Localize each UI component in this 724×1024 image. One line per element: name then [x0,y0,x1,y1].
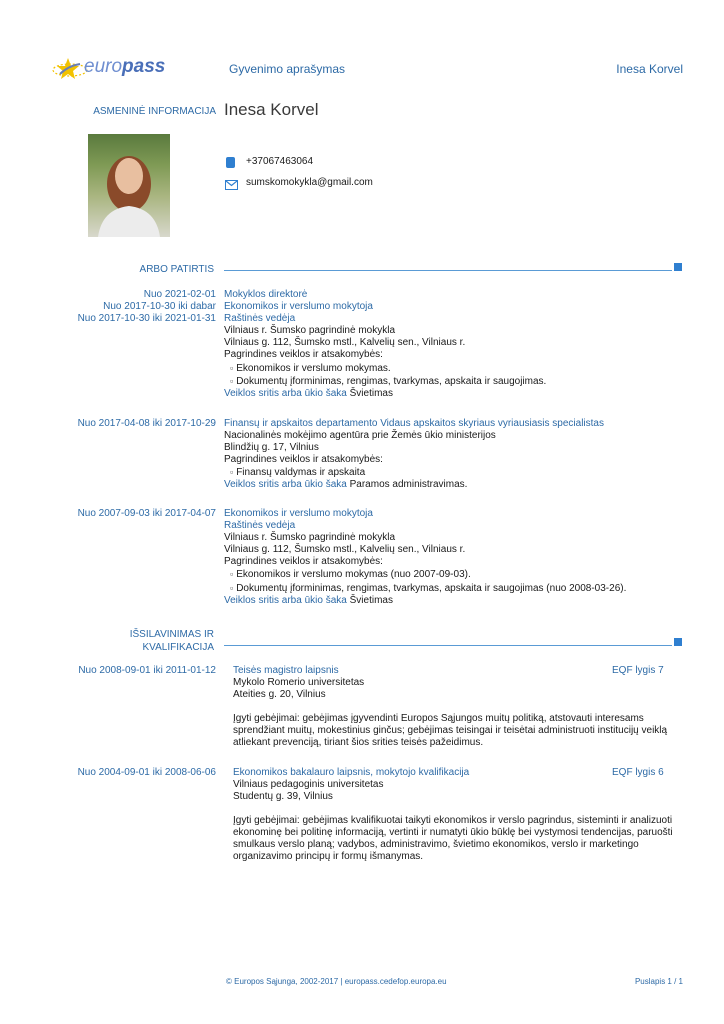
responsibility-item: ▫ Finansų valdymas ir apskaita [224,466,684,479]
europass-logo [50,52,166,86]
job-title: Ekonomikos ir verslumo mokytoja [224,508,373,519]
employer: Vilniaus r. Šumsko pagrindinė mokykla [224,532,396,544]
sector-label: Veiklos sritis arba ūkio šaka [224,479,347,491]
job-title: Finansų ir apskaitos departamento Vidaus apskaitos skyriaus vyriausiasis specialistas [224,418,604,429]
email-address: sumskomokykla@gmail.com [246,177,373,188]
responsibility-item: ▫ Ekonomikos ir verslumo mokymas. [224,362,684,375]
education-dates: Nuo 2004-09-01 iki 2008-06-06 [77,767,216,778]
work-entry [224,418,684,492]
education-section-label: IŠSILAVINIMAS IR KVALIFIKACIJA [129,629,214,653]
sector-row [224,479,684,491]
phone-icon [226,157,235,168]
work-entry [224,289,684,400]
footer-page-number: Puslapis 1 / 1 [634,977,683,986]
responsibilities-heading: Pagrindines veiklos ir atsakomybės: [224,349,383,361]
sector-label: Veiklos sritis arba ūkio šaka [224,594,347,606]
eqf-level: EQF lygis 7 [612,665,664,676]
employer: Vilniaus r. Šumsko pagrindinė mokykla [224,325,396,337]
skills-description: Įgyti gebėjimai: gebėjimas įgyvendinti Europos Sąjungos muitų politiką, atstovauti interesams sprendžiant muitų, mokestinius ginčus; gebėjimas teisingai ir teisėtai administruoti institucijų veiklą atliekant prevenciją, tiriant šios srities teisės pažeidimus. [233,713,668,748]
job-title: Ekonomikos ir verslumo mokytoja [224,301,373,313]
institution-address: Ateities g. 20, Vilnius [233,689,326,700]
education-entry [233,767,683,863]
institution: Mykolo Romerio universitetas [233,677,365,688]
phone-number: +37067463064 [246,156,314,167]
skills-description: Įgyti gebėjimai: gebėjimas kvalifikuotai taikyti ekonomikos ir verslo pagrindus, sisteminti ir analizuoti ekonominę bei politinę informaciją, vertinti ir numatyti ūkio būklę bei vystymosi tendencijas, paruošti smulkaus verslo planą; vadybos, administravimo, švietimo ekonomikos, verslo ir marketingo organizavimo principų ir formų išmanymas. [233,815,673,862]
education-entry [233,665,683,749]
work-entry-dates: Nuo 2017-04-08 iki 2017-10-29 [77,418,216,429]
section-marker [674,263,682,271]
job-title: Raštinės vedėja [224,313,296,325]
job-title: Raštinės vedėja [224,520,296,532]
work-entry-dates: Nuo 2021-02-01 Nuo 2017-10-30 iki dabar Nuo 2017-10-30 iki 2021-01-31 [77,289,216,325]
employer: Nacionalinės mokėjimo agentūra prie Žemės ūkio ministerijos [224,430,496,442]
eqf-level: EQF lygis 6 [612,767,664,778]
job-title: Mokyklos direktorė [224,289,308,300]
section-marker [674,638,682,646]
sector-row [224,595,684,607]
sector-value: Švietimas [349,387,393,399]
responsibilities-heading: Pagrindines veiklos ir atsakomybės: [224,556,383,568]
degree-title: Ekonomikos bakalauro laipsnis, mokytojo kvalifikacija [233,767,470,778]
sector-value: Paramos administravimas. [346,479,468,491]
work-entry-dates: Nuo 2007-09-03 iki 2017-04-07 [77,508,216,519]
degree-title: Teisės magistro laipsnis [233,665,339,676]
institution: Vilniaus pedagoginis universitetas [233,779,384,790]
email-icon [225,180,238,190]
work-entry [224,508,684,607]
section-divider [224,645,672,646]
responsibility-item: ▫ Dokumentų įforminimas, rengimas, tvarkymas, apskaita ir saugojimas. [224,375,684,388]
section-divider [224,270,672,271]
employer-address: Vilniaus g. 112, Šumsko mstl., Kalvelių sen., Vilniaus r. [224,544,466,556]
profile-photo [88,134,170,237]
logo-text-bold: pass [122,56,166,77]
responsibilities-heading: Pagrindines veiklos ir atsakomybės: [224,454,383,466]
personal-section-label: ASMENINĖ INFORMACIJA [93,106,216,117]
person-name: Inesa Korvel [224,100,319,119]
document-title: Gyvenimo aprašymas [229,62,346,76]
footer-copyright: © Europos Sąjunga, 2002-2017 | europass.cedefop.europa.eu [226,977,447,986]
header-name: Inesa Korvel [616,62,683,76]
institution-address: Studentų g. 39, Vilnius [233,791,333,802]
responsibility-item: ▫ Dokumentų įforminimas, rengimas, tvarkymas, apskaita ir saugojimas (nuo 2008-03-26). [224,582,684,595]
work-section-label: ARBO PATIRTIS [139,264,214,275]
sector-label: Veiklos sritis arba ūkio šaka [224,387,347,399]
sector-value: Švietimas [349,594,393,606]
employer-address: Vilniaus g. 112, Šumsko mstl., Kalvelių sen., Vilniaus r. [224,337,466,349]
logo-text-light: euro [84,56,123,77]
sector-row [224,388,684,400]
responsibility-item: ▫ Ekonomikos ir verslumo mokymas (nuo 2007-09-03). [224,568,684,581]
education-dates: Nuo 2008-09-01 iki 2011-01-12 [78,665,216,676]
employer-address: Blindžių g. 17, Vilnius [224,442,319,454]
